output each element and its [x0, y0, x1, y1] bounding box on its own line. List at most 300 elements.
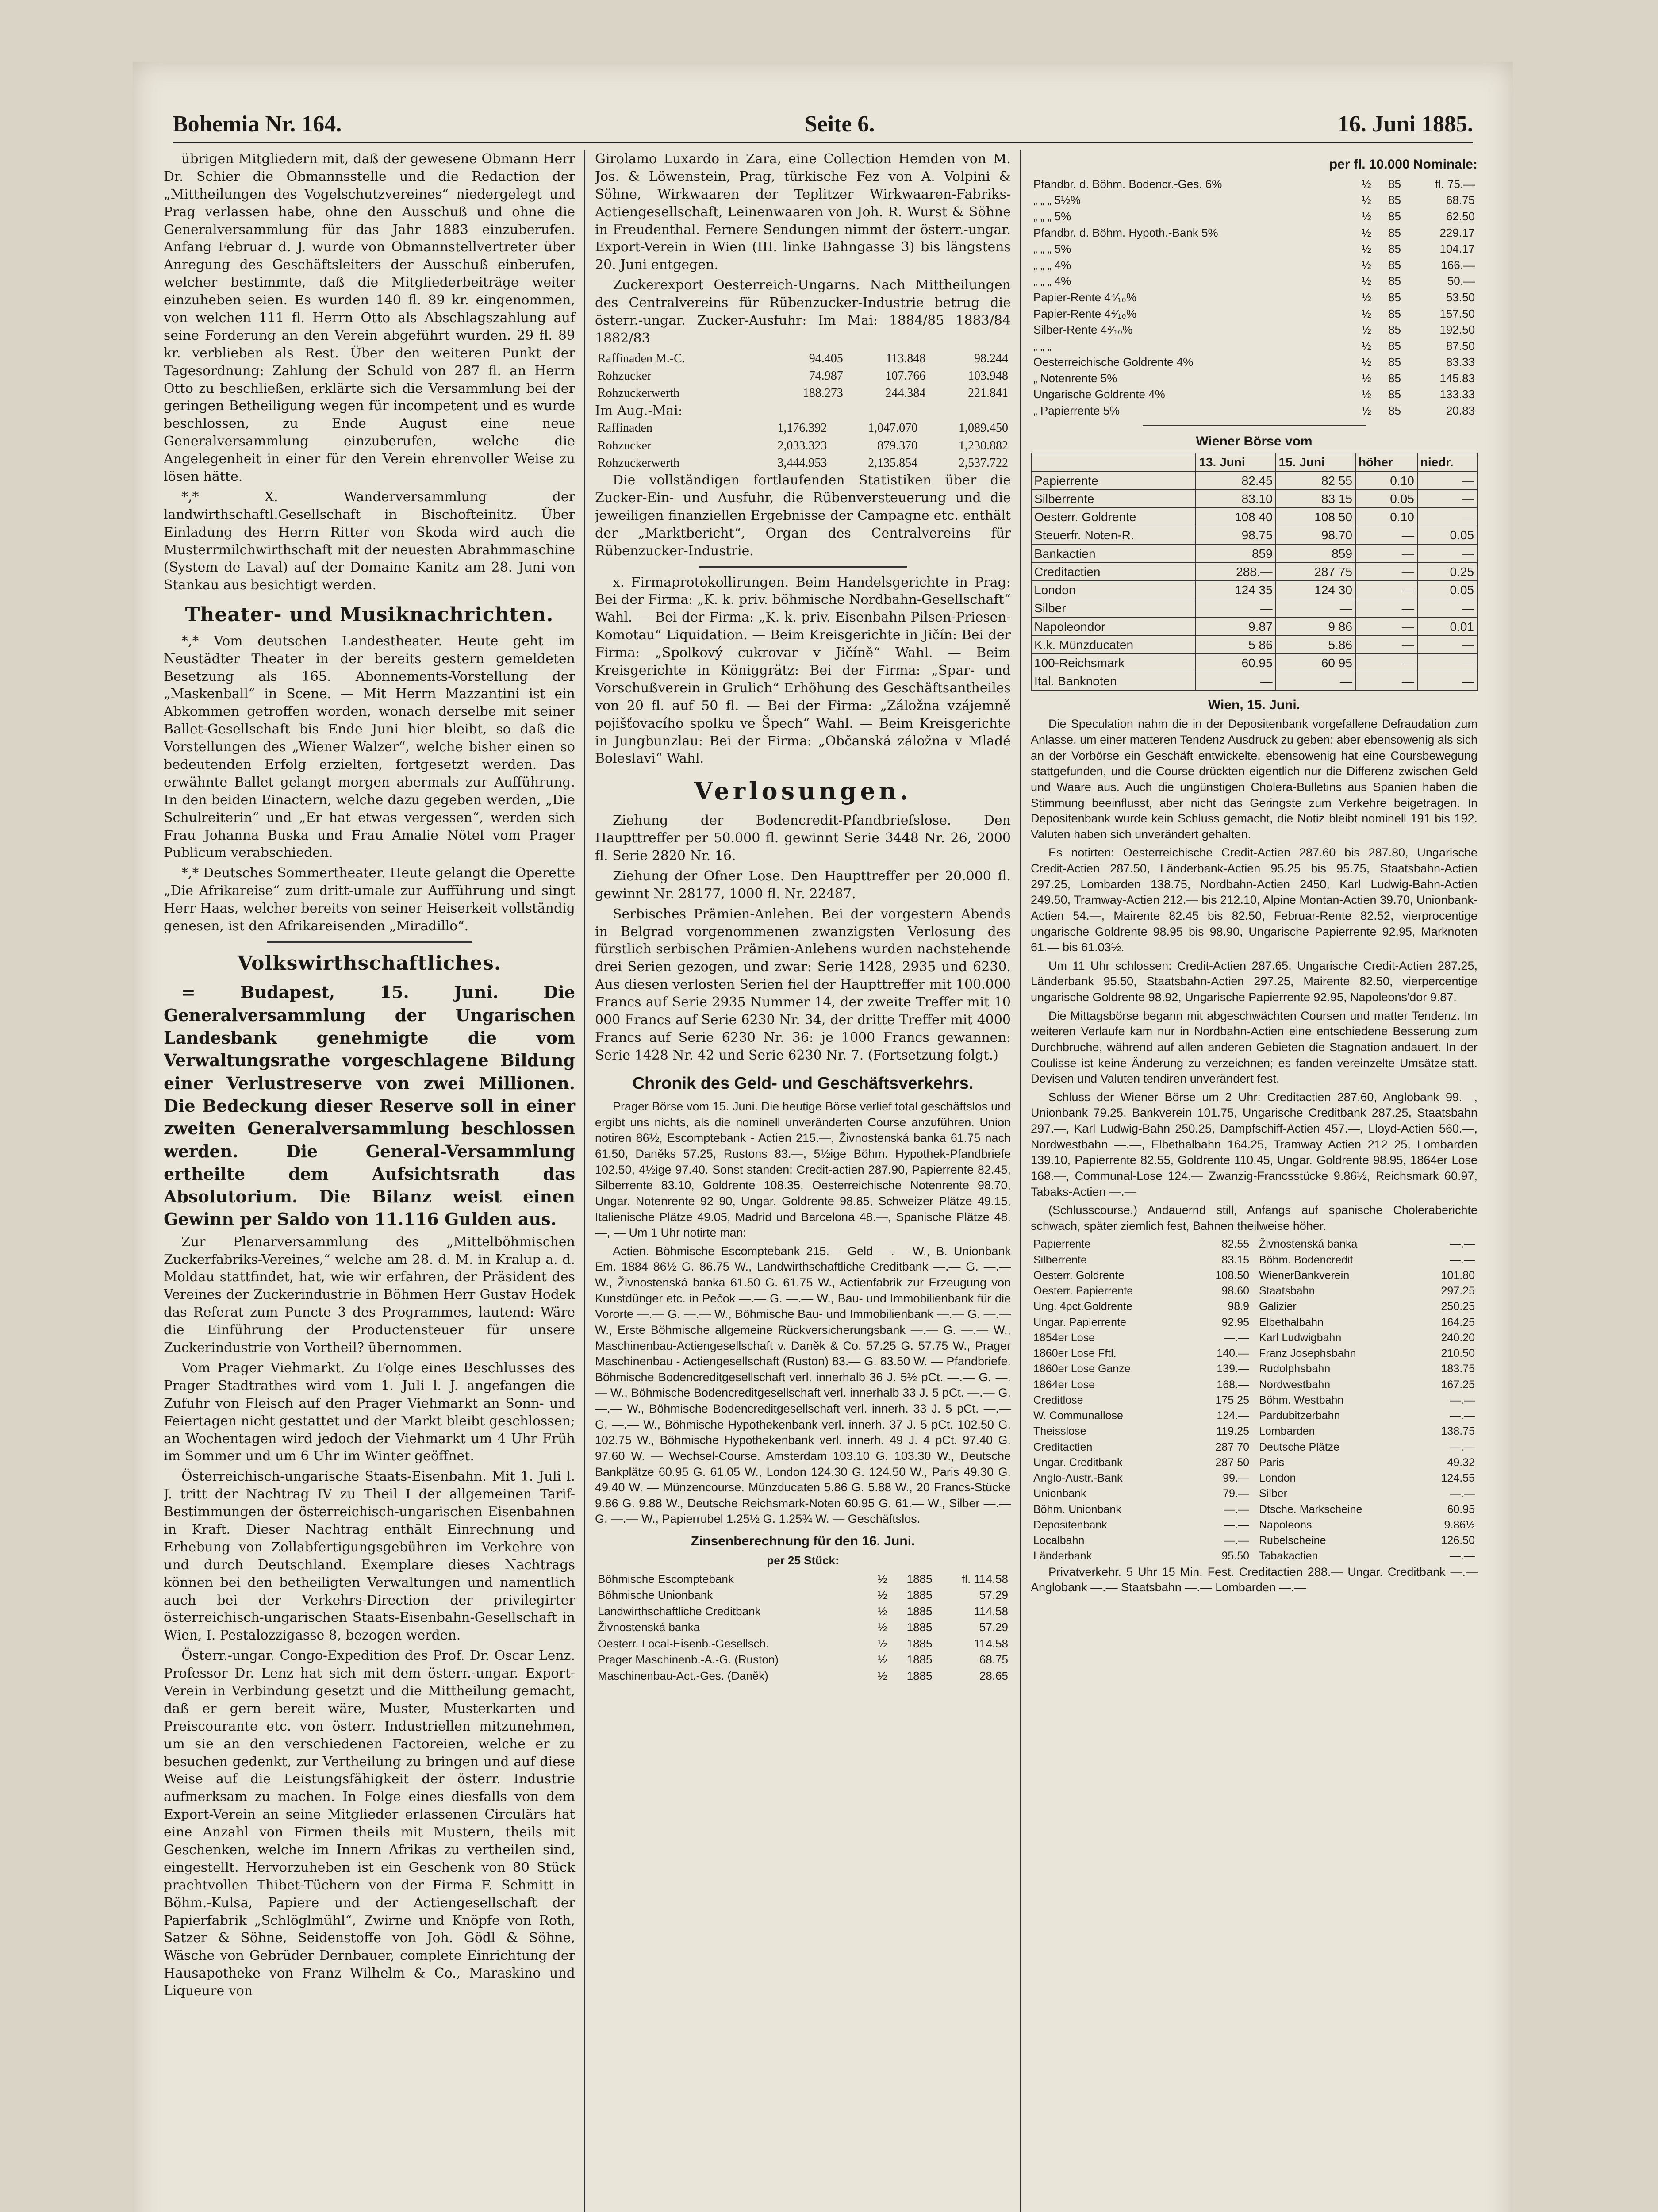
table-cell: 98.244 — [974, 351, 1008, 365]
table-cell: 1885 — [906, 1621, 933, 1634]
issue-date: 16. Juni 1885. — [1337, 111, 1473, 137]
table-cell: Maschinenbau-Act.-Ges. (Daněk) — [598, 1669, 768, 1682]
table-cell: Ungarische Goldrente 4% — [1033, 388, 1165, 401]
newspaper-page — [133, 62, 1513, 2212]
table-cell: Ungar. Papierrente — [1033, 1316, 1126, 1329]
table-cell: ½ — [1362, 210, 1371, 223]
table-cell: 287 70 — [1215, 1440, 1249, 1453]
zucker-aug-table — [595, 419, 1011, 472]
zinsen-row — [595, 1603, 1011, 1620]
schluss-row — [1031, 1424, 1252, 1439]
table-cell: Raffinaden M.-C. — [598, 351, 685, 365]
table-cell: „ „ „ 5% — [1033, 242, 1071, 256]
table-cell: Rohzucker — [598, 369, 652, 383]
table-cell: — — [1355, 636, 1417, 654]
article-continuation: Girolamo Luxardo in Zara, eine Collection Hemden von M. Jos. & Löwenstein, Prag, türkische Fez von A. Volpini & Söhne, Wirkwaaren der Teplitzer Wirkwaaren-Fabriks-Actiengesellschaft, Leinenwaaren von Joh. R. Wurst & Söhne in Freudenthal. Fernere Sendungen nimmt der österr.-ungar. Export-Verein in Wien (III. linke Bahngasse 3) bis längstens 20. Juni entgegen. — [595, 151, 1011, 273]
wiener-row — [1031, 472, 1477, 490]
table-cell: 210.50 — [1441, 1347, 1475, 1360]
table-cell: — — [1355, 599, 1417, 617]
table-cell: 9.86½ — [1444, 1518, 1475, 1531]
table-cell: 108 50 — [1276, 508, 1355, 526]
schluss-row — [1031, 1408, 1252, 1424]
table-cell: fl. 114.58 — [961, 1572, 1008, 1586]
table-cell: 85 — [1388, 210, 1401, 223]
table-cell: ½ — [1362, 323, 1371, 337]
pfandbrief-row — [1031, 273, 1478, 289]
table-cell: 126.50 — [1441, 1534, 1475, 1547]
nominale-heading: per fl. 10.000 Nominale: — [1329, 157, 1478, 172]
schluss-row — [1031, 1268, 1252, 1283]
schluss-row — [1256, 1502, 1478, 1517]
table-cell: 85 — [1388, 226, 1401, 239]
zinsen-row — [595, 1651, 1011, 1668]
table-cell: 0.05 — [1417, 581, 1477, 599]
table-cell: 83.10 — [1196, 490, 1275, 508]
table-cell: Pfandbr. d. Böhm. Bodencr.-Ges. 6% — [1033, 177, 1222, 191]
article-zuckerexport: Zuckerexport Oesterreich-Ungarns. Nach Mittheilungen des Centralvereins für Rübenzucker-Industrie betrug die österr.-ungar. Zucker-Ausfuhr: Im Mai: 1884/85 1883/84 1882/83 — [595, 277, 1011, 346]
zinsen-row — [595, 1668, 1011, 1684]
table-cell: 879.370 — [877, 438, 918, 453]
table-cell: 87.50 — [1446, 339, 1475, 353]
table-cell: 1885 — [906, 1604, 933, 1618]
table-cell: „ Notenrente 5% — [1033, 371, 1117, 385]
schluss-row — [1031, 1361, 1252, 1377]
divider — [1143, 425, 1366, 426]
article-actien-course: Actien. Böhmische Escomptebank 215.— Geld —.— W., B. Unionbank Em. 1884 86½ G. 86.75 W., Landwirthschaftliche Creditbank —.— G. —.— W., Živnostenská banka 61.50 G. 61.75 W., Actienfabrik zur Erzeugung von Kunstdünger etc. in Pečok —.— G. —.— W., Bau- und Immobilienbank für die Vororte —.— G. —.— W., Böhmische Bau- und Immobilienbank —.— G. —.— W., Erste Böhmische allgemeine Rückversicherungsbank —.— G. —.— W., Maschinenbau-Actiengesellschaft v. Daněk & Co. 57.25 G. 57.75 W., Prager Maschinenbau - Actiengesellschaft (Ruston) 83.— G. 83.50 W. — Pfandbriefe. Böhmische Bodencreditgesellschaft verl. innerhalb 36 J. 5½ pCt. —.— G. —.— W., Böhmische Bodencreditgesellschaft verl. innerhalb 33 J. 5 pCt. —.— G. —.— W., Böhmische Bodencreditgesellschaft verl. innerh. 33 J. 5 pCt. —.— G. —.— W., Böhmische Hypothekenbank verl. innerh. 37 J. 5 pCt. 102.50 G. 102.75 W., Böhmische Hypothekenbank verl. innerh. 49 J. 4 pCt. 97.40 G. 97.60 W. — Wechsel-Course. Amsterdam 103.10 G. 103.30 W., Deutsche Bankplätze 60.95 G. 61.05 W., London 124.30 G. 124.50 W., Paris 49.30 G. 49.40 W. — Münzencourse. Münzducaten 5.86 G. 5.88 W., 20 Francs-Stücke 9.86 G. 9.88 W., Deutsche Reichsmark-Noten 60.95 G. 61.— W., Silber —.— G. —.— W., Papierrubel 1.25½ G. 1.25¾ W. — Geschäftslos. — [595, 1244, 1011, 1526]
table-cell: Böhmische Escomptebank — [598, 1572, 734, 1586]
table-cell: Prager Maschinenb.-A.-G. (Ruston) — [598, 1653, 779, 1667]
schluss-row — [1256, 1268, 1478, 1283]
table-cell: Creditactien — [1031, 563, 1196, 581]
table-cell: Localbahn — [1033, 1534, 1085, 1547]
schluss-row — [1256, 1283, 1478, 1299]
table-cell: —.— — [1224, 1331, 1249, 1344]
table-cell: Lombarden — [1259, 1425, 1315, 1438]
article-wanderversammlung: *,* X. Wanderversammlung der landwirthschaftl.Gesellschaft in Bischofteinitz. Über Einladung des Herrn Ritter von Skoda wird auch die Musterrmilchwirthschaft mit der neuesten Abrahmmaschine (System de Laval) auf der Domaine Kanitz am 28. Juni von Stankau aus besichtigt werden. — [164, 489, 575, 593]
table-cell: 229.17 — [1439, 226, 1475, 239]
article-bodencredit-ziehung: Ziehung der Bodencredit-Pfandbriefslose. Den Haupttreffer per 50.000 fl. gewinnt Serie 3448 Nr. 26, 2000 fl. Serie 2820 Nr. 16. — [595, 813, 1011, 864]
pfandbrief-row — [1031, 208, 1478, 225]
table-cell: Rohzuckerwerth — [598, 386, 680, 400]
table-cell: —.— — [1450, 1440, 1475, 1453]
zinsen-row — [595, 1587, 1011, 1603]
table-cell: 192.50 — [1439, 323, 1475, 337]
table-cell: 85 — [1388, 193, 1401, 207]
schluss-row — [1031, 1252, 1252, 1268]
table-cell: 0.25 — [1417, 563, 1477, 581]
table-cell: ½ — [1362, 307, 1371, 320]
table-cell: 0.10 — [1355, 508, 1417, 526]
wiener-row — [1031, 672, 1477, 690]
schlusscourse-left — [1031, 1237, 1252, 1564]
table-cell: ½ — [1362, 371, 1371, 385]
pfandbrief-row — [1031, 403, 1478, 419]
table-cell: 1854er Lose — [1033, 1331, 1095, 1344]
table-cell: 3,444.953 — [777, 456, 827, 470]
table-cell: 5.86 — [1276, 636, 1355, 654]
table-cell: 287 50 — [1215, 1456, 1249, 1469]
table-cell: —.— — [1224, 1518, 1249, 1531]
table-cell: London — [1259, 1472, 1296, 1485]
table-cell: 2,135.854 — [868, 456, 918, 470]
table-cell: 9.87 — [1196, 618, 1275, 636]
table-cell: Oesterr. Goldrente — [1031, 508, 1196, 526]
table-cell: Živnostenská banka — [1259, 1238, 1358, 1251]
table-cell: Böhm. Unionbank — [1033, 1503, 1121, 1516]
article-viehmarkt: Vom Prager Viehmarkt. Zu Folge eines Beschlusses des Prager Stadtrathes wird vom 1. Juli l. J. angefangen die Zufuhr von Fleisch auf den Prager Viehmarkt an Sonn- und Feiertagen nicht gestattet und der Markt bleibt geschlossen; an Wochentagen wird jedoch der Viehmarkt um 4 Uhr Früh im Sommer und um 6 Uhr im Winter geöffnet. — [164, 1360, 575, 1464]
section-title-theater: Theater- und Musiknachrichten. — [185, 603, 554, 626]
article-ofner-lose: Ziehung der Ofner Lose. Den Haupttreffer per 20.000 fl. gewinnt Nr. 28177, 1000 fl. Nr. 22487. — [595, 868, 1011, 902]
pfandbrief-table — [1031, 176, 1478, 419]
table-cell: 82.55 — [1221, 1238, 1249, 1251]
privatverkehr: Privatverkehr. 5 Uhr 15 Min. Fest. Creditactien 288.— Ungar. Creditbank —.— Anglobank —.— Staatsbahn —.— Lombarden —.— — [1031, 1565, 1478, 1594]
table-cell: 124 30 — [1276, 581, 1355, 599]
table-cell: 188.273 — [802, 386, 843, 400]
zinsen-row — [595, 1619, 1011, 1636]
table-cell: WienerBankverein — [1259, 1269, 1350, 1282]
table-cell: ½ — [877, 1636, 887, 1650]
table-cell: „ „ „ 4% — [1033, 258, 1071, 272]
article-budapest: = Budapest, 15. Juni. Die Generalversammlung der Ungarischen Landesbank genehmigte die vom Verwaltungsrathe vorgeschlagene Bildung einer Verlustreserve von zwei Millionen. Die Bedeckung dieser Reserve soll in einer zweiten Generalversammlung beschlossen werden. Die General-Versammlung ertheilte dem Aufsichtsrath das Absolutorium. Die Bilanz weist einen Gewinn per Saldo von 11.116 Gulden aus. — [164, 982, 575, 1229]
schluss-row — [1256, 1486, 1478, 1502]
zinsen-row — [595, 1571, 1011, 1587]
table-cell: 119.25 — [1216, 1425, 1249, 1438]
table-cell: Landwirthschaftliche Creditbank — [598, 1604, 761, 1618]
table-cell: ½ — [1362, 226, 1371, 239]
divider — [699, 566, 907, 568]
zinsen-table — [595, 1571, 1011, 1684]
table-cell: 138.75 — [1441, 1425, 1475, 1438]
table-cell: 1864er Lose — [1033, 1378, 1095, 1391]
table-cell: Bankactien — [1031, 545, 1196, 563]
table-cell: 1860er Lose Ganze — [1033, 1363, 1131, 1375]
schluss-row — [1031, 1315, 1252, 1330]
table-cell: 82 55 — [1276, 472, 1355, 490]
zucker-row — [595, 384, 1011, 402]
schluss-row — [1031, 1548, 1252, 1564]
table-cell: Oesterr. Papierrente — [1033, 1285, 1133, 1298]
pfandbrief-row — [1031, 338, 1478, 354]
masthead-issue: Bohemia Nr. 164. — [173, 111, 342, 137]
table-cell: 50.— — [1447, 274, 1475, 288]
table-cell: Deutsche Plätze — [1259, 1440, 1340, 1453]
wiener-row — [1031, 599, 1477, 617]
table-cell: 0.05 — [1417, 526, 1477, 544]
table-cell: Ung. 4pct.Goldrente — [1033, 1300, 1132, 1313]
article-plenarversammlung: Zur Plenarversammlung des „Mittelböhmischen Zuckerfabriks-Vereines,“ welche am 28. d. M. in Kralup a. d. Moldau stattfindet, hat, wie wir erfahren, der Präsident des Vereines der Zuckerindustrie in Böhmen Herr Gustav Hodek das Referat zum Puncte 3 des Programmes, lautend: Wäre die Einführung der Productensteuer für unsere Zuckerindustrie von Vortheil? übernommen. — [164, 1234, 575, 1356]
table-cell: 2,033.323 — [777, 438, 827, 453]
wiener-row — [1031, 490, 1477, 508]
table-cell: — — [1355, 526, 1417, 544]
pfandbrief-row — [1031, 289, 1478, 306]
wien-report-1: Die Speculation nahm die in der Depositenbank vorgefallene Defraudation zum Anlasse, um einer matteren Tendenz Ausdruck zu geben; aber ebensowenig als sich an der Vorbörse ein Geschäft entwickelte, ebensowenig hat eine Coursbewegung stattgefunden, und die Course drückten eigentlich nur die Differenz zwischen Geld und Waare aus. Auch die ungünstigen Cholera-Bulletins aus Spanien haben die Stimmung beeinflusst, aber nicht das Geringste zum Verkehre beigetragen. In Depositenbank wurde kein Schluss gemacht, die Notiz bleibt nominell 191 bis 192. Valuten haben sich unverändert gehalten. — [1031, 717, 1478, 841]
article-congo-expedition: Österr.-ungar. Congo-Expedition des Prof. Dr. Oscar Lenz. Professor Dr. Lenz hat sich mit dem österr.-ungar. Export-Verein in Verbindung gesetzt und die Mittheilung gemacht, daß er gern bereit wäre, Muster, Musterkarten und Preiscourante etc. von österr. Industriellen mitzunehmen, um sie an den verschiedenen Factoreien, welche er zu besuchen gedenkt, zur Vertheilung zu bringen und auf diese Weise auf die Leistungsfähigkeit der österr. Industrie aufmerksam zu machen. In Folge eines diesfalls von dem Export-Verein an seine Mitglieder erlassenen Circulärs hat eine Anzahl von Firmen theils mit Mustern, theils mit Geschenken, welche im Innern Afrikas zu vertheilen sind, eingestellt. Hervorzuheben ist ein Geschenk von 80 Stück prachtvollen Thibet-Tüchern von der Firma F. Schmitt in Böhm.-Kulsa, Papiere und der Actiengesellschaft der Papierfabrik „Schlöglmühl“, Zwirne und Knöpfe von Roth, Satzer & Söhne, Seidenstoffe von Joh. Gödl & Söhne, Wäsche von Gebrüder Dernbauer, complete Einrichtung der Hausapotheke von Franz Wilhelm & Co., Maraskino und Liqueure von — [164, 1648, 575, 1999]
table-cell: ½ — [877, 1588, 887, 1602]
table-cell: fl. 75.— — [1435, 177, 1475, 191]
table-cell: 1,176.392 — [777, 421, 827, 435]
table-cell: 85 — [1388, 355, 1401, 369]
column-2 — [595, 150, 1021, 2212]
table-cell: 98.70 — [1276, 526, 1355, 544]
table-header-cell: niedr. — [1417, 453, 1477, 471]
table-cell: Papierrente — [1033, 1238, 1091, 1251]
schluss-row — [1031, 1502, 1252, 1517]
table-cell: 85 — [1388, 242, 1401, 256]
table-cell: 103.948 — [968, 369, 1008, 383]
wien-report-3: Um 11 Uhr schlossen: Credit-Actien 287.65, Ungarische Credit-Actien 287.25, Länderbank 95.50, Staatsbahn-Actien 297.25, Mairente 82.50, vierpercentige ungarische Goldrente 98.92, Ungarische Papierrente 92.95, Napoleons'dor 9.87. — [1031, 959, 1478, 1004]
table-cell: 28.65 — [979, 1669, 1008, 1682]
table-cell: Nordwestbahn — [1259, 1378, 1331, 1391]
table-cell: „ „ „ 5% — [1033, 210, 1071, 223]
table-cell: London — [1031, 581, 1196, 599]
schluss-row — [1256, 1377, 1478, 1393]
table-cell: 1885 — [906, 1669, 933, 1682]
wiener-row — [1031, 526, 1477, 544]
table-cell: — — [1355, 672, 1417, 690]
table-cell: ½ — [1362, 355, 1371, 369]
table-cell: 83.33 — [1446, 355, 1475, 369]
table-cell: Franz Josephsbahn — [1259, 1347, 1356, 1360]
zinsen-subtitle: per 25 Stück: — [767, 1553, 839, 1567]
article-prager-boerse: Prager Börse vom 15. Juni. Die heutige Börse verlief total geschäftslos und ergibt uns nichts, als die nominell unveränderten Course anzuführen. Union notiren 86½, Escomptebank - Actien 215.—, Živnostenská banka 61.75 nach 61.50, Daněks 57.25, Rustons 83.—, 5½ige Böhm. Hypothek-Pfandbriefe 102.50, 4½ige 97.40. Sonst standen: Credit-actien 287.90, Papierrente 82.45, Silberrente 83.10, Goldrente 108.35, Oesterreichische Notenrente 98.70, Ungar. Notenrente 92 90, Ungar. Goldrente 98.85, Schweizer Plätze 49.15, Italienische Plätze 49.05, Madrid und Barcelona 48.—, Spanische Plätze 48.—, — Um 1 Uhr notirte man: — [595, 1100, 1011, 1240]
schluss-row — [1031, 1440, 1252, 1455]
table-cell: ½ — [1362, 339, 1371, 353]
table-cell: ½ — [1362, 274, 1371, 288]
table-cell: 1,230.882 — [959, 438, 1008, 453]
pfandbrief-row — [1031, 225, 1478, 241]
schluss-row — [1031, 1377, 1252, 1393]
table-cell: ½ — [1362, 177, 1371, 191]
table-cell: „ Papierrente 5% — [1033, 403, 1120, 417]
table-cell: 98.60 — [1221, 1285, 1249, 1298]
table-cell: — — [1417, 654, 1477, 672]
article-landestheater: *,* Vom deutschen Landestheater. Heute geht im Neustädter Theater in der bereits gestern gemeldeten Besetzung als 165. Abonnements-Vorstellung der „Maskenball“ in Scene. — Mit Herrn Mazzantini ist ein Abkommen getroffen worden, wonach derselbe mit seiner Ballet-Gesellschaft bis Ende Juni hier bleibt, so daß die Vorstellungen des „Wiener Walzer“, welche bisher einen so bedeutenden Erfolg erzielten, fortgesetzt werden. Das erwähnte Ballet gelangt morgen abermals zur Aufführung. In den beiden Einactern, welche dazu gegeben werden, „Die Schulreiterin“ und „Er hat etwas vergessen“, werden sich Frau Johanna Buska und Frau Amalie Nötel vom Prager Publicum verabschieden. — [164, 633, 575, 861]
table-cell: ½ — [877, 1653, 887, 1667]
table-cell: Creditlose — [1033, 1394, 1083, 1406]
table-cell: — — [1355, 545, 1417, 563]
table-cell: Rohzucker — [598, 438, 652, 453]
zinsen-row — [595, 1636, 1011, 1652]
column-1 — [164, 150, 585, 2212]
table-cell: Papierrente — [1031, 472, 1196, 490]
table-cell: ½ — [877, 1621, 887, 1634]
table-cell: 1885 — [906, 1588, 933, 1602]
schluss-row — [1256, 1517, 1478, 1533]
table-cell: Galizier — [1259, 1300, 1297, 1313]
page-header — [173, 84, 1473, 143]
table-cell: ½ — [1362, 242, 1371, 256]
table-header-cell: höher — [1355, 453, 1417, 471]
table-cell: —.— — [1224, 1503, 1249, 1516]
table-cell: Oesterr. Goldrente — [1033, 1269, 1125, 1282]
table-cell: „ „ „ — [1033, 339, 1052, 353]
schluss-row — [1256, 1361, 1478, 1377]
table-cell: Oesterr. Local-Eisenb.-Gesellsch. — [598, 1636, 769, 1650]
pfandbrief-row — [1031, 257, 1478, 273]
table-cell: — — [1355, 654, 1417, 672]
pfandbrief-row — [1031, 176, 1478, 192]
wiener-row — [1031, 636, 1477, 654]
table-cell: Paris — [1259, 1456, 1284, 1469]
zucker-aug-label: Im Aug.-Mai: — [595, 403, 683, 419]
zucker-mai-table — [595, 350, 1011, 402]
table-cell: 57.29 — [979, 1621, 1008, 1634]
table-cell: 124.— — [1217, 1409, 1249, 1422]
table-cell: —.— — [1450, 1238, 1475, 1251]
wiener-row — [1031, 563, 1477, 581]
table-cell: Karl Ludwigbahn — [1259, 1331, 1342, 1344]
table-cell: 92.95 — [1221, 1316, 1249, 1329]
table-cell: 2,537.722 — [959, 456, 1008, 470]
table-cell: Rubelscheine — [1259, 1534, 1326, 1547]
table-cell: 62.50 — [1446, 210, 1475, 223]
table-cell: — — [1355, 581, 1417, 599]
table-cell: 83.15 — [1221, 1253, 1249, 1266]
zinsen-title: Zinsenberechnung für den 16. Juni. — [691, 1534, 915, 1549]
table-cell: —.— — [1450, 1550, 1475, 1563]
table-cell: Silber — [1031, 599, 1196, 617]
table-cell: Creditactien — [1033, 1440, 1093, 1453]
table-cell: „ „ „ 5½% — [1033, 193, 1081, 207]
table-cell: Papier-Rente 4⁴⁄₁₀% — [1033, 290, 1137, 304]
table-cell: Tabakactien — [1259, 1550, 1318, 1563]
table-cell: — — [1196, 599, 1275, 617]
table-cell: — — [1417, 490, 1477, 508]
table-cell: — — [1355, 563, 1417, 581]
schluss-row — [1256, 1548, 1478, 1564]
schluss-row — [1031, 1283, 1252, 1299]
table-cell: 859 — [1276, 545, 1355, 563]
table-cell: 98.9 — [1228, 1300, 1249, 1313]
table-cell: 166.— — [1441, 258, 1475, 272]
table-cell: 53.50 — [1446, 290, 1475, 304]
schluss-row — [1256, 1299, 1478, 1314]
schlusscourse-right — [1256, 1237, 1478, 1564]
table-cell: 85 — [1388, 177, 1401, 191]
table-cell: 85 — [1388, 371, 1401, 385]
table-cell: 168.— — [1217, 1378, 1249, 1391]
table-cell: 108.50 — [1215, 1269, 1249, 1282]
table-cell: W. Communallose — [1033, 1409, 1123, 1422]
wien-report-4: Die Mittagsbörse begann mit abgeschwächten Coursen und matter Tendenz. Im weiteren Verlaufe kam nur in Nordbahn-Actien eine entschiedene Besserung zum Durchbruche, während auf allen anderen Gebieten die Stagnation andauert. In der Coulisse ist keine Änderung zu verzeichnen; es fanden vereinzelte Umsätze statt. Devisen und Valuten tendiren unverändert fest. — [1031, 1009, 1478, 1086]
table-cell: 57.29 — [979, 1588, 1008, 1602]
pfandbrief-row — [1031, 306, 1478, 322]
table-cell: 99.— — [1223, 1472, 1249, 1485]
schluss-row — [1256, 1346, 1478, 1361]
table-cell: — — [1417, 545, 1477, 563]
table-cell: —.— — [1450, 1253, 1475, 1266]
table-cell: Papier-Rente 4⁴⁄₁₀% — [1033, 307, 1137, 320]
table-cell: Anglo-Austr.-Bank — [1033, 1472, 1123, 1485]
table-cell: — — [1417, 599, 1477, 617]
table-cell: 85 — [1388, 403, 1401, 417]
pfandbrief-row — [1031, 370, 1478, 387]
schluss-row — [1031, 1517, 1252, 1533]
table-cell: 108 40 — [1196, 508, 1275, 526]
table-cell: Napoleons — [1259, 1518, 1312, 1531]
table-cell: 287 75 — [1276, 563, 1355, 581]
wiener-row — [1031, 654, 1477, 672]
section-title-volkswirtschaft: Volkswirthschaftliches. — [237, 952, 502, 975]
wien-dateline: Wien, 15. Juni. — [1208, 697, 1301, 712]
table-cell: — — [1417, 472, 1477, 490]
table-cell: Oesterreichische Goldrente 4% — [1033, 355, 1194, 369]
pfandbrief-row — [1031, 354, 1478, 370]
article-serbisches-anlehen: Serbisches Prämien-Anlehen. Bei der vorgestern Abends in Belgrad vorgenommenen zwanzigsten Verlosung des fürstlich serbischen Prämien-Anlehens wurden nachstehende drei Serien gezogen, und zwar: Serie 1428, 2935 und 6230. Aus diesen verlosten Serien fiel der Haupttreffer mit 100.000 Francs auf Serie 2935 Nummer 14, der zweite Treffer mit 10 000 Francs auf Serie 6230 Nr. 34, der dritte Treffer mit 4000 Francs auf Serie 6230 Nr. 36: je 1000 Francs gewannen: Serie 1428 Nr. 42 und Serie 6230 Nr. 7. (Fortsetzung folgt.) — [595, 906, 1011, 1063]
table-cell: — — [1417, 508, 1477, 526]
wiener-boerse-title: Wiener Börse vom — [1196, 434, 1313, 449]
table-cell: Unionbank — [1033, 1487, 1086, 1500]
table-cell: 244.384 — [885, 386, 926, 400]
pfandbrief-row — [1031, 192, 1478, 208]
table-cell: Rohzuckerwerth — [598, 456, 680, 470]
schluss-row — [1256, 1237, 1478, 1252]
table-cell: 60.95 — [1196, 654, 1275, 672]
table-cell: Theisslose — [1033, 1425, 1086, 1438]
table-cell: 79.— — [1223, 1487, 1249, 1500]
table-cell: 164.25 — [1441, 1316, 1475, 1329]
schluss-row — [1256, 1393, 1478, 1408]
table-cell: 859 — [1196, 545, 1275, 563]
table-cell: 1,047.070 — [868, 421, 918, 435]
section-title-verlosungen: Verlosungen. — [694, 777, 912, 806]
pfandbrief-row — [1031, 241, 1478, 257]
table-cell: 124.55 — [1441, 1472, 1475, 1485]
table-header-cell: 15. Juni — [1276, 453, 1355, 471]
article-vogelschutz: übrigen Mitgliedern mit, daß der gewesene Obmann Herr Dr. Schier die Obmannsstelle und die Redaction der „Mittheilungen des Vogelschutzvereines“ niedergelegt und Prag verlassen habe, ohne den Ausschuß und ohne die Generalversammlung für das Jahr 1883 einzuberufen. Anfang Februar d. J. wurde von Obmannstellvertreter über Anregung des Geschäftsleiters der Ausschuß einberufen, welcher bestimmte, daß die Mitgliederbeiträge weiter einzuheben seien. Es wurden 140 fl. 89 kr. eingenommen, von welchen 111 fl. Herrn Otto als Abschlagszahlung auf seine Forderung an den Verein abgeführt wurden. 29 fl. 89 kr. verblieben als Rest. Über den weiteren Punkt der Tagesordnung: Zahlung der Schuld von 287 fl. an Herrn Otto zu beschließen, erklärte sich die Versammlung bei der geringen Betheiligung wegen für incompetent und es wurde beschlossen, zu Ende August eine neue Generalversammlung einzuberufen, welche die Angelegenheit in einer für den Verein ehrenvoller Weise zu lösen hätte. — [164, 151, 575, 485]
schluss-row — [1031, 1486, 1252, 1502]
table-cell: —.— — [1450, 1409, 1475, 1422]
table-cell: Böhm. Westbahn — [1259, 1394, 1344, 1406]
wiener-row — [1031, 618, 1477, 636]
table-cell: 1860er Lose Fftl. — [1033, 1347, 1117, 1360]
table-cell: 85 — [1388, 323, 1401, 337]
table-cell: Silberrente — [1031, 490, 1196, 508]
table-cell: Böhmische Unionbank — [598, 1588, 713, 1602]
table-cell: 83 15 — [1276, 490, 1355, 508]
table-cell: 107.766 — [885, 369, 926, 383]
schluss-row — [1256, 1252, 1478, 1268]
wiener-boerse-table — [1031, 453, 1478, 691]
table-cell: „ „ „ 4% — [1033, 274, 1071, 288]
table-cell: 167.25 — [1441, 1378, 1475, 1391]
wiener-row — [1031, 545, 1477, 563]
table-cell: 114.58 — [974, 1636, 1008, 1650]
section-title-chronik: Chronik des Geld- und Geschäftsverkehrs. — [632, 1074, 974, 1093]
article-sommertheater: *,* Deutsches Sommertheater. Heute gelangt die Operette „Die Afrikareise“ zum dritt-umale zur Aufführung und singt Herr Haas, welcher bereits von seiner Heiserkeit vollständig genesen, ist den Afrikareisenden „Miradillo“. — [164, 865, 575, 934]
table-cell: Silberrente — [1033, 1253, 1087, 1266]
table-cell: 98.75 — [1196, 526, 1275, 544]
table-cell: 145.83 — [1439, 371, 1475, 385]
schluss-row — [1256, 1455, 1478, 1471]
zucker-row — [595, 419, 1011, 437]
table-cell: 9 86 — [1276, 618, 1355, 636]
table-cell: ½ — [1362, 290, 1371, 304]
table-cell: Pfandbr. d. Böhm. Hypoth.-Bank 5% — [1033, 226, 1218, 239]
table-cell: 68.75 — [979, 1653, 1008, 1667]
table-cell: Pardubitzerbahn — [1259, 1409, 1340, 1422]
table-cell: ½ — [1362, 388, 1371, 401]
table-header-cell — [1031, 453, 1196, 471]
table-cell: ½ — [877, 1604, 887, 1618]
table-cell: 74.987 — [809, 369, 843, 383]
schlusscourse-tables — [1031, 1237, 1478, 1564]
table-cell: 1885 — [906, 1636, 933, 1650]
table-cell: —.— — [1450, 1394, 1475, 1406]
wien-report-5: Schluss der Wiener Börse um 2 Uhr: Creditactien 287.60, Anglobank 99.—, Unionbank 79.25, Bankverein 101.75, Ungarische Creditbank 287.25, Staatsbahn 297.—, Karl Ludwig-Bahn 250.25, Dampfschiff-Actien 457.—, Lloyd-Actien 560.—, Nordwestbahn —.—, Elbethalbahn 164.25, Tramway Actien 212 25, Lombarden 139.10, Papierrente 82.55, Goldrente 110.45, Ungar. Goldrente 98.95, 1864er Lose 168.—, Communal-Lose 124.— Zwanzig-Francsstücke 9.86½, Reichsmark 60.97, Tabaks-Actien —.— — [1031, 1090, 1478, 1198]
table-cell: —.— — [1450, 1487, 1475, 1500]
table-cell: Rudolphsbahn — [1259, 1363, 1331, 1375]
